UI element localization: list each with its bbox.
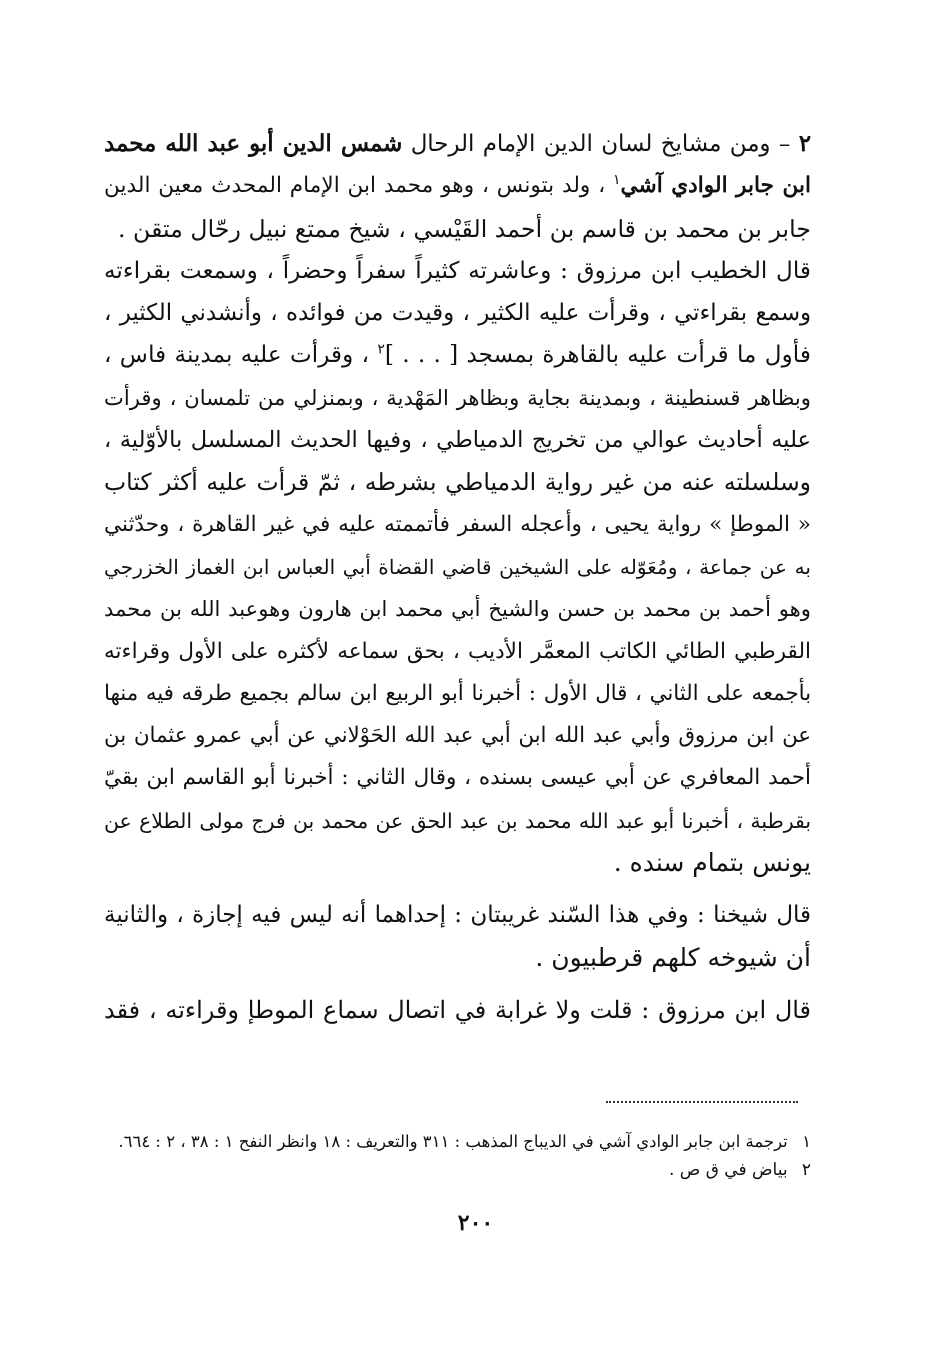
text-line: فأول ما قرأت عليه بالقاهرة بمسجد [ . . . ]$^٢$ ، وقرأت عليه بمدينة فاس ، (104, 341, 811, 369)
page-number: ٢٠٠ (457, 1210, 494, 1236)
text-line: أن شيوخه كلهم قرطبيون . (535, 942, 811, 972)
footnote-number: ١ (802, 1132, 811, 1151)
text-line: به عن جماعة ، ومُعَوّله على الشيخين قاضي القضاة أبي العباس ابن الغماز الخزرجي (104, 554, 811, 579)
paragraph-4 (104, 989, 811, 1031)
text-line: أحمد المعافري عن أبي عيسى بسنده ، وقال الثاني : أخبرنا أبو القاسم ابن بقيّ (104, 765, 811, 791)
footnote-text: ترجمة ابن جابر الوادي آشي في الديباج المذهب : ٣١١ والتعريف : ١٨ وانظر النفح ١ : ٣٨ ، ٢ : ٦٦٤. (118, 1132, 788, 1151)
text-line: بقرطبة ، أخبرنا أبو عبد الله محمد بن عبد الحق عن محمد بن فرج مولى الطلاع عن (104, 808, 811, 833)
footnote-ref[interactable]: ١ (613, 172, 621, 189)
text-line: وبظاهر قسنطينة ، وبمدينة بجاية وبظاهر المَهْدية ، وبمنزلي من تلمسان ، وقرأت (104, 384, 811, 410)
text-line: القرطبي الطائي الكاتب المعمَّر الأديب ، بحق سماعه لأكثره على الأول وقراءته (104, 638, 811, 664)
text-line: وسمع بقراءتي ، وقرأت عليه الكثير ، وقيدت من فوائده ، وأنشدني الكثير ، (104, 300, 811, 327)
paragraph-3 (104, 894, 811, 979)
text-line: بأجمعه على الثاني ، قال الأول : أخبرنا أبو الربيع ابن سالم بجميع طرقه فيه منها (104, 680, 811, 706)
text-line: قال ابن مرزوق : قلت ولا غرابة في اتصال سماع الموطإ وقراءته ، فقد (104, 995, 811, 1024)
entry-number: ٢ (798, 131, 811, 157)
text-line: وهو أحمد بن محمد بن حسن والشيخ أبي محمد ابن هارون وهوعبد الله بن محمد (104, 596, 811, 622)
text-line: « الموطإ » رواية يحيى ، وأعجله السفر فأتممته عليه في غير القاهرة ، وحدّثني (104, 511, 811, 537)
text-line: قال شيخنا : وفي هذا السّند غريبتان : إحداهما أنه ليس فيه إجازة ، والثانية (104, 902, 811, 929)
text-line: ٢ – ومن مشايخ لسان الدين الإمام الرحال شمس الدين أبو عبد الله محمد (104, 131, 811, 157)
paragraph-1 (104, 123, 811, 250)
footnote-1 (104, 1128, 811, 1156)
footnote-divider (606, 1101, 798, 1103)
footnote-2 (104, 1156, 811, 1184)
text-line: وسلسلته عنه من غير رواية الدمياطي بشرطه ، ثمّ قرأت عليه أكثر كتاب (104, 468, 811, 497)
text-line: قال الخطيب ابن مرزوق : وعاشرته كثيراً سفراً وحضراً ، وسمعت بقراءته (104, 256, 811, 284)
scholar-name: شمس الدين أبو عبد الله محمد (104, 131, 403, 157)
footnote-ref[interactable]: ٢ (377, 341, 385, 358)
text-line: ابن جابر الوادي آشي$^١$ ، ولد بتونس ، وهو محمد ابن الإمام المحدث معين الدين (104, 172, 811, 199)
footnote-number: ٢ (801, 1160, 811, 1180)
footnote-text: بياض في ق ص . (668, 1160, 788, 1180)
text-line: يونس بتمام سنده . (613, 848, 811, 878)
main-text (104, 123, 811, 1031)
footnotes (104, 1128, 811, 1184)
paragraph-2 (104, 250, 811, 884)
text-line: عليه أحاديث عوالي من تخريج الدمياطي ، وفيها الحديث المسلسل بالأوّلية ، (104, 427, 811, 454)
text-line: جابر بن محمد بن قاسم بن أحمد القَيْسي ، شيخ ممتع نبيل رحّال متقن . (117, 214, 811, 243)
scholar-name-cont: ابن جابر الوادي آشي (620, 173, 811, 199)
dash: – (778, 131, 791, 157)
text-line: عن ابن مرزوق وأبي عبد الله ابن أبي عبد الله الحَوْلاني عن أبي عمرو عثمان بن (104, 723, 811, 749)
